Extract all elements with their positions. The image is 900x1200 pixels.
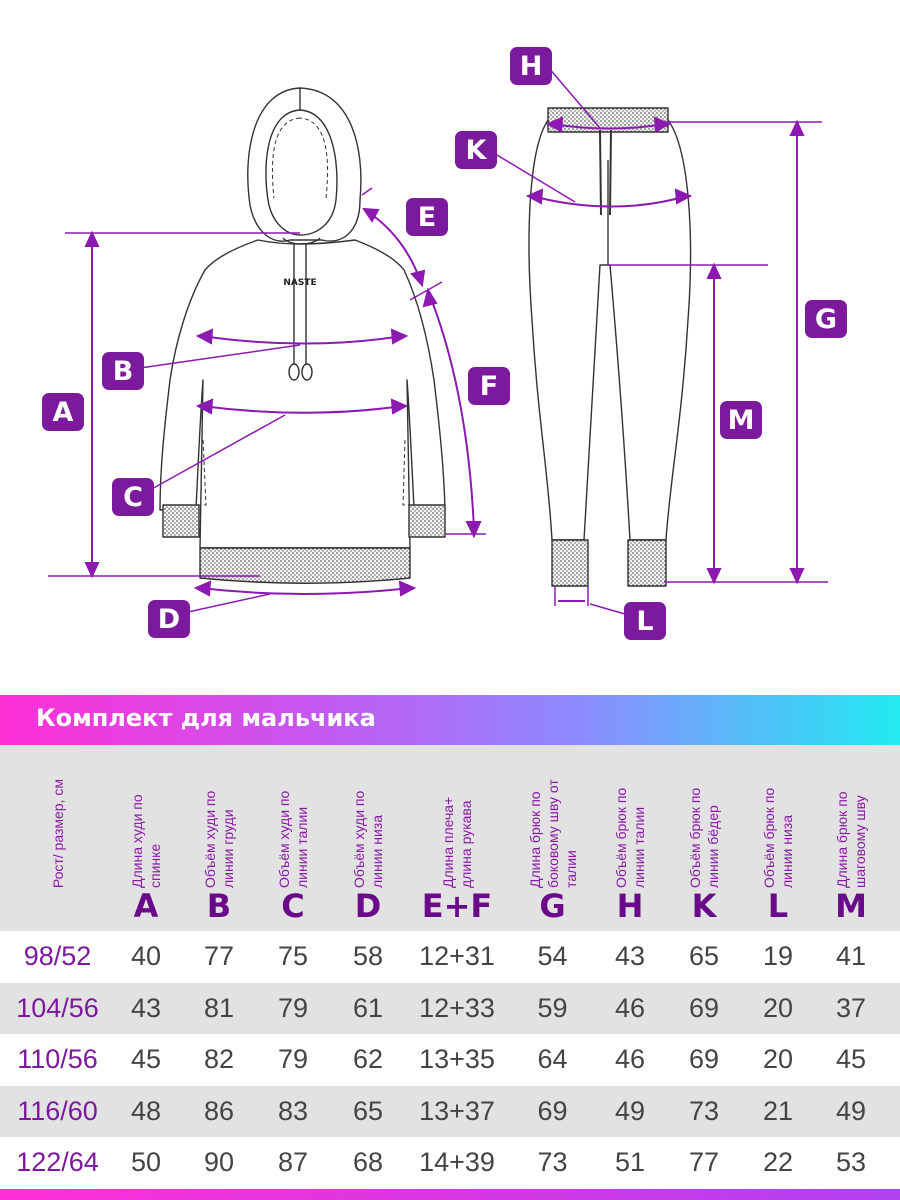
value-cell: 19 — [762, 941, 794, 971]
value-cell: 73 — [537, 1147, 568, 1177]
label-h: H — [510, 47, 552, 85]
header-letter: B — [206, 887, 232, 925]
header-letter: G — [539, 887, 566, 925]
value-cell: 79 — [277, 1044, 309, 1074]
size-cell: 122/64 — [16, 1147, 99, 1177]
value-cell: 86 — [203, 1095, 235, 1126]
label-b: B — [102, 352, 144, 390]
header-letter: A — [133, 887, 159, 925]
table-title: Комплект для мальчика — [36, 704, 376, 732]
header-col-l — [742, 745, 814, 931]
value-cell: 14+39 — [419, 1147, 495, 1177]
header-letter: D — [354, 887, 382, 925]
value-cell: 87 — [277, 1147, 309, 1177]
value-cell: 20 — [762, 1044, 794, 1074]
label-c: C — [112, 478, 154, 516]
value-cell: 22 — [762, 1147, 794, 1177]
label-f: F — [468, 367, 510, 405]
value-cell: 69 — [688, 1044, 720, 1074]
header-size — [15, 745, 100, 931]
value-cell: 37 — [835, 992, 867, 1023]
table-title-banner — [0, 695, 900, 745]
header-desc: Длина брюк по шаговому шву — [834, 791, 868, 888]
header-col-m — [815, 745, 887, 931]
table-row — [0, 1086, 900, 1138]
header-desc: Объём худи по линии низа — [351, 790, 385, 888]
value-cell: 50 — [130, 1147, 162, 1177]
value-cell: 54 — [537, 941, 568, 971]
hoodie-print: NASTE — [283, 278, 317, 288]
value-cell: 61 — [352, 992, 384, 1023]
value-cell: 45 — [130, 1044, 162, 1074]
header-desc: Объём брюк по линии низа — [761, 787, 795, 888]
value-cell: 77 — [688, 1147, 720, 1177]
value-cell: 43 — [130, 992, 162, 1023]
value-cell: 46 — [614, 992, 646, 1023]
value-cell: 65 — [352, 1095, 384, 1126]
value-cell: 53 — [835, 1147, 867, 1177]
table-header — [0, 745, 900, 931]
value-cell: 65 — [688, 941, 720, 971]
value-cell: 69 — [688, 992, 720, 1023]
label-d: D — [148, 600, 190, 638]
label-l: L — [624, 602, 666, 640]
header-desc: Длина брюк по боковому шву от талии — [526, 779, 579, 888]
value-cell: 45 — [835, 1044, 867, 1074]
bottom-accent-bar — [0, 1189, 900, 1200]
header-desc: Объём худи по линии талии — [276, 790, 310, 888]
value-cell: 75 — [277, 941, 309, 971]
header-desc: Объём брюк по линии талии — [613, 787, 647, 888]
value-cell: 51 — [614, 1147, 646, 1177]
size-cell: 98/52 — [23, 941, 92, 971]
value-cell: 20 — [762, 992, 794, 1023]
value-cell: 73 — [688, 1095, 720, 1126]
value-cell: 49 — [835, 1095, 867, 1126]
header-desc: Объём брюк по линии бёдер — [687, 787, 721, 888]
value-cell: 12+31 — [419, 941, 495, 971]
label-g: G — [805, 300, 847, 338]
value-cell: 59 — [537, 992, 568, 1023]
header-col-d — [332, 745, 404, 931]
header-letter: M — [835, 887, 867, 925]
value-cell: 46 — [614, 1044, 646, 1074]
value-cell: 58 — [352, 941, 384, 971]
value-cell: 83 — [277, 1095, 309, 1126]
header-letter: K — [691, 887, 717, 925]
size-cell: 116/60 — [17, 1095, 98, 1126]
value-cell: 79 — [277, 992, 309, 1023]
label-a: A — [42, 393, 84, 431]
value-cell: 82 — [203, 1044, 235, 1074]
value-cell: 64 — [537, 1044, 568, 1074]
header-col-a — [110, 745, 182, 931]
table-row — [0, 1137, 900, 1189]
value-cell: 62 — [352, 1044, 384, 1074]
value-cell: 43 — [614, 941, 646, 971]
header-letter: E+F — [421, 887, 493, 925]
value-cell: 12+33 — [419, 992, 495, 1023]
value-cell: 77 — [203, 941, 235, 971]
header-col-ef — [407, 745, 507, 931]
table-row — [0, 983, 900, 1035]
pants-drawing — [529, 108, 690, 586]
value-cell: 69 — [537, 1095, 568, 1126]
header-col-h — [594, 745, 666, 931]
size-table-body — [0, 931, 900, 1189]
label-m: M — [720, 401, 762, 439]
label-e: E — [406, 198, 448, 236]
value-cell: 41 — [835, 941, 867, 971]
size-cell: 104/56 — [16, 992, 99, 1023]
table-row — [0, 1034, 900, 1086]
value-cell: 13+37 — [419, 1095, 495, 1126]
header-col-g — [510, 745, 595, 931]
header-col-c — [257, 745, 329, 931]
header-col-k — [668, 745, 740, 931]
header-desc: Длина плеча+ длина рукава — [440, 796, 474, 888]
size-cell: 110/56 — [17, 1044, 98, 1074]
header-size-desc: Рост/ размер, см — [49, 778, 66, 888]
value-cell: 81 — [203, 992, 235, 1023]
header-letter: H — [616, 887, 644, 925]
header-desc: Объём худи по линии груди — [202, 790, 236, 888]
header-desc: Длина худи по спинке — [129, 794, 163, 888]
value-cell: 49 — [614, 1095, 646, 1126]
value-cell: 21 — [762, 1095, 794, 1126]
value-cell: 90 — [203, 1147, 235, 1177]
value-cell: 40 — [130, 941, 162, 971]
header-col-b — [183, 745, 255, 931]
label-k: K — [455, 131, 497, 169]
value-cell: 48 — [130, 1095, 162, 1126]
table-row — [0, 931, 900, 983]
value-cell: 68 — [352, 1147, 384, 1177]
header-letter: L — [767, 887, 789, 925]
value-cell: 13+35 — [419, 1044, 495, 1074]
header-letter: C — [281, 887, 305, 925]
